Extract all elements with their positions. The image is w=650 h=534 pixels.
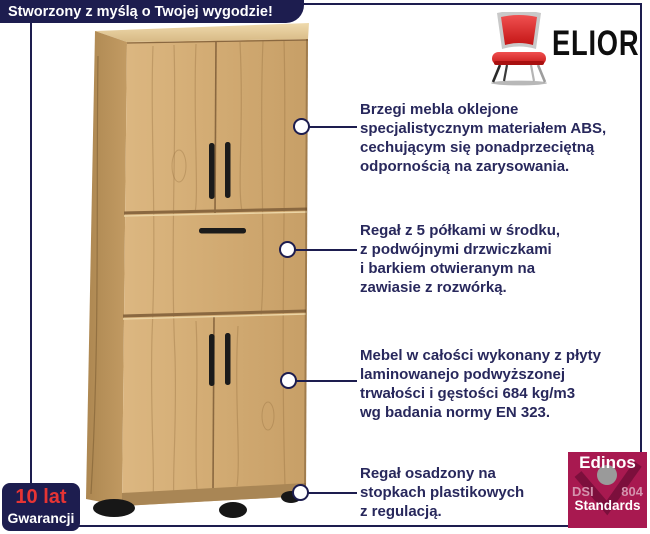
annotation-edges-abs: [360, 100, 610, 176]
promo-banner-text: Stworzony z myślą o Twojej wygodzie!: [8, 3, 273, 20]
frame-line-left: [30, 21, 32, 527]
warranty-label: Gwarancji: [7, 510, 75, 526]
callout-marker-3: [280, 372, 297, 389]
frame-line-top: [290, 3, 642, 5]
annotation-line: Mebel w całości wykonany z płyty: [360, 347, 601, 364]
warranty-years: 10 lat: [15, 486, 67, 508]
brand-name: ELIOR: [552, 24, 640, 63]
warranty-badge: [2, 483, 80, 531]
standards-804: 804: [621, 484, 643, 499]
callout-marker-4: [292, 484, 309, 501]
drawer-handle: [199, 228, 246, 234]
callout-line-2: [295, 249, 357, 251]
annotation-line: Brzegi mebla oklejone: [360, 101, 519, 118]
callout-marker-2: [279, 241, 296, 258]
standards-dsi: DSI: [572, 484, 594, 499]
annotation-line: cechującym się ponadprzeciętną: [360, 139, 595, 156]
standards-label: Standards: [574, 498, 641, 513]
promo-banner: [0, 0, 304, 23]
callout-marker-1: [293, 118, 310, 135]
product-photo-cabinet: [58, 16, 320, 526]
annotation-line: laminowanejo podwyższonej: [360, 366, 566, 383]
annotation-line: Regał osadzony na: [360, 465, 496, 482]
annotation-line: specjalistycznym materiałem ABS,: [360, 120, 607, 137]
annotation-line: zawiasie z rozwórką.: [360, 279, 507, 296]
callout-line-4: [308, 492, 357, 494]
callout-line-1: [309, 126, 357, 128]
standards-badge: [568, 452, 647, 528]
chair-icon: [488, 12, 550, 86]
annotation-line: stopkach plastikowych: [360, 484, 525, 501]
annotation-line: wg badania normy EN 323.: [360, 404, 551, 421]
callout-line-3: [296, 380, 357, 382]
cabinet-body: [86, 23, 309, 506]
annotation-line: z podwójnymi drzwiczkami: [360, 241, 552, 258]
annotation-shelves: [360, 221, 610, 297]
standards-brand: Edinos: [579, 453, 636, 472]
brand-logo: [478, 10, 648, 86]
annotation-line: z regulacją.: [360, 503, 442, 520]
annotation-line: i barkiem otwieranym na: [360, 260, 536, 277]
annotation-line: Regał z 5 półkami w środku,: [360, 222, 561, 239]
annotation-board: [360, 346, 610, 422]
annotation-line: trwałości i gęstości 684 kg/m3: [360, 385, 576, 402]
annotation-line: odpornością na zarysowania.: [360, 158, 570, 175]
